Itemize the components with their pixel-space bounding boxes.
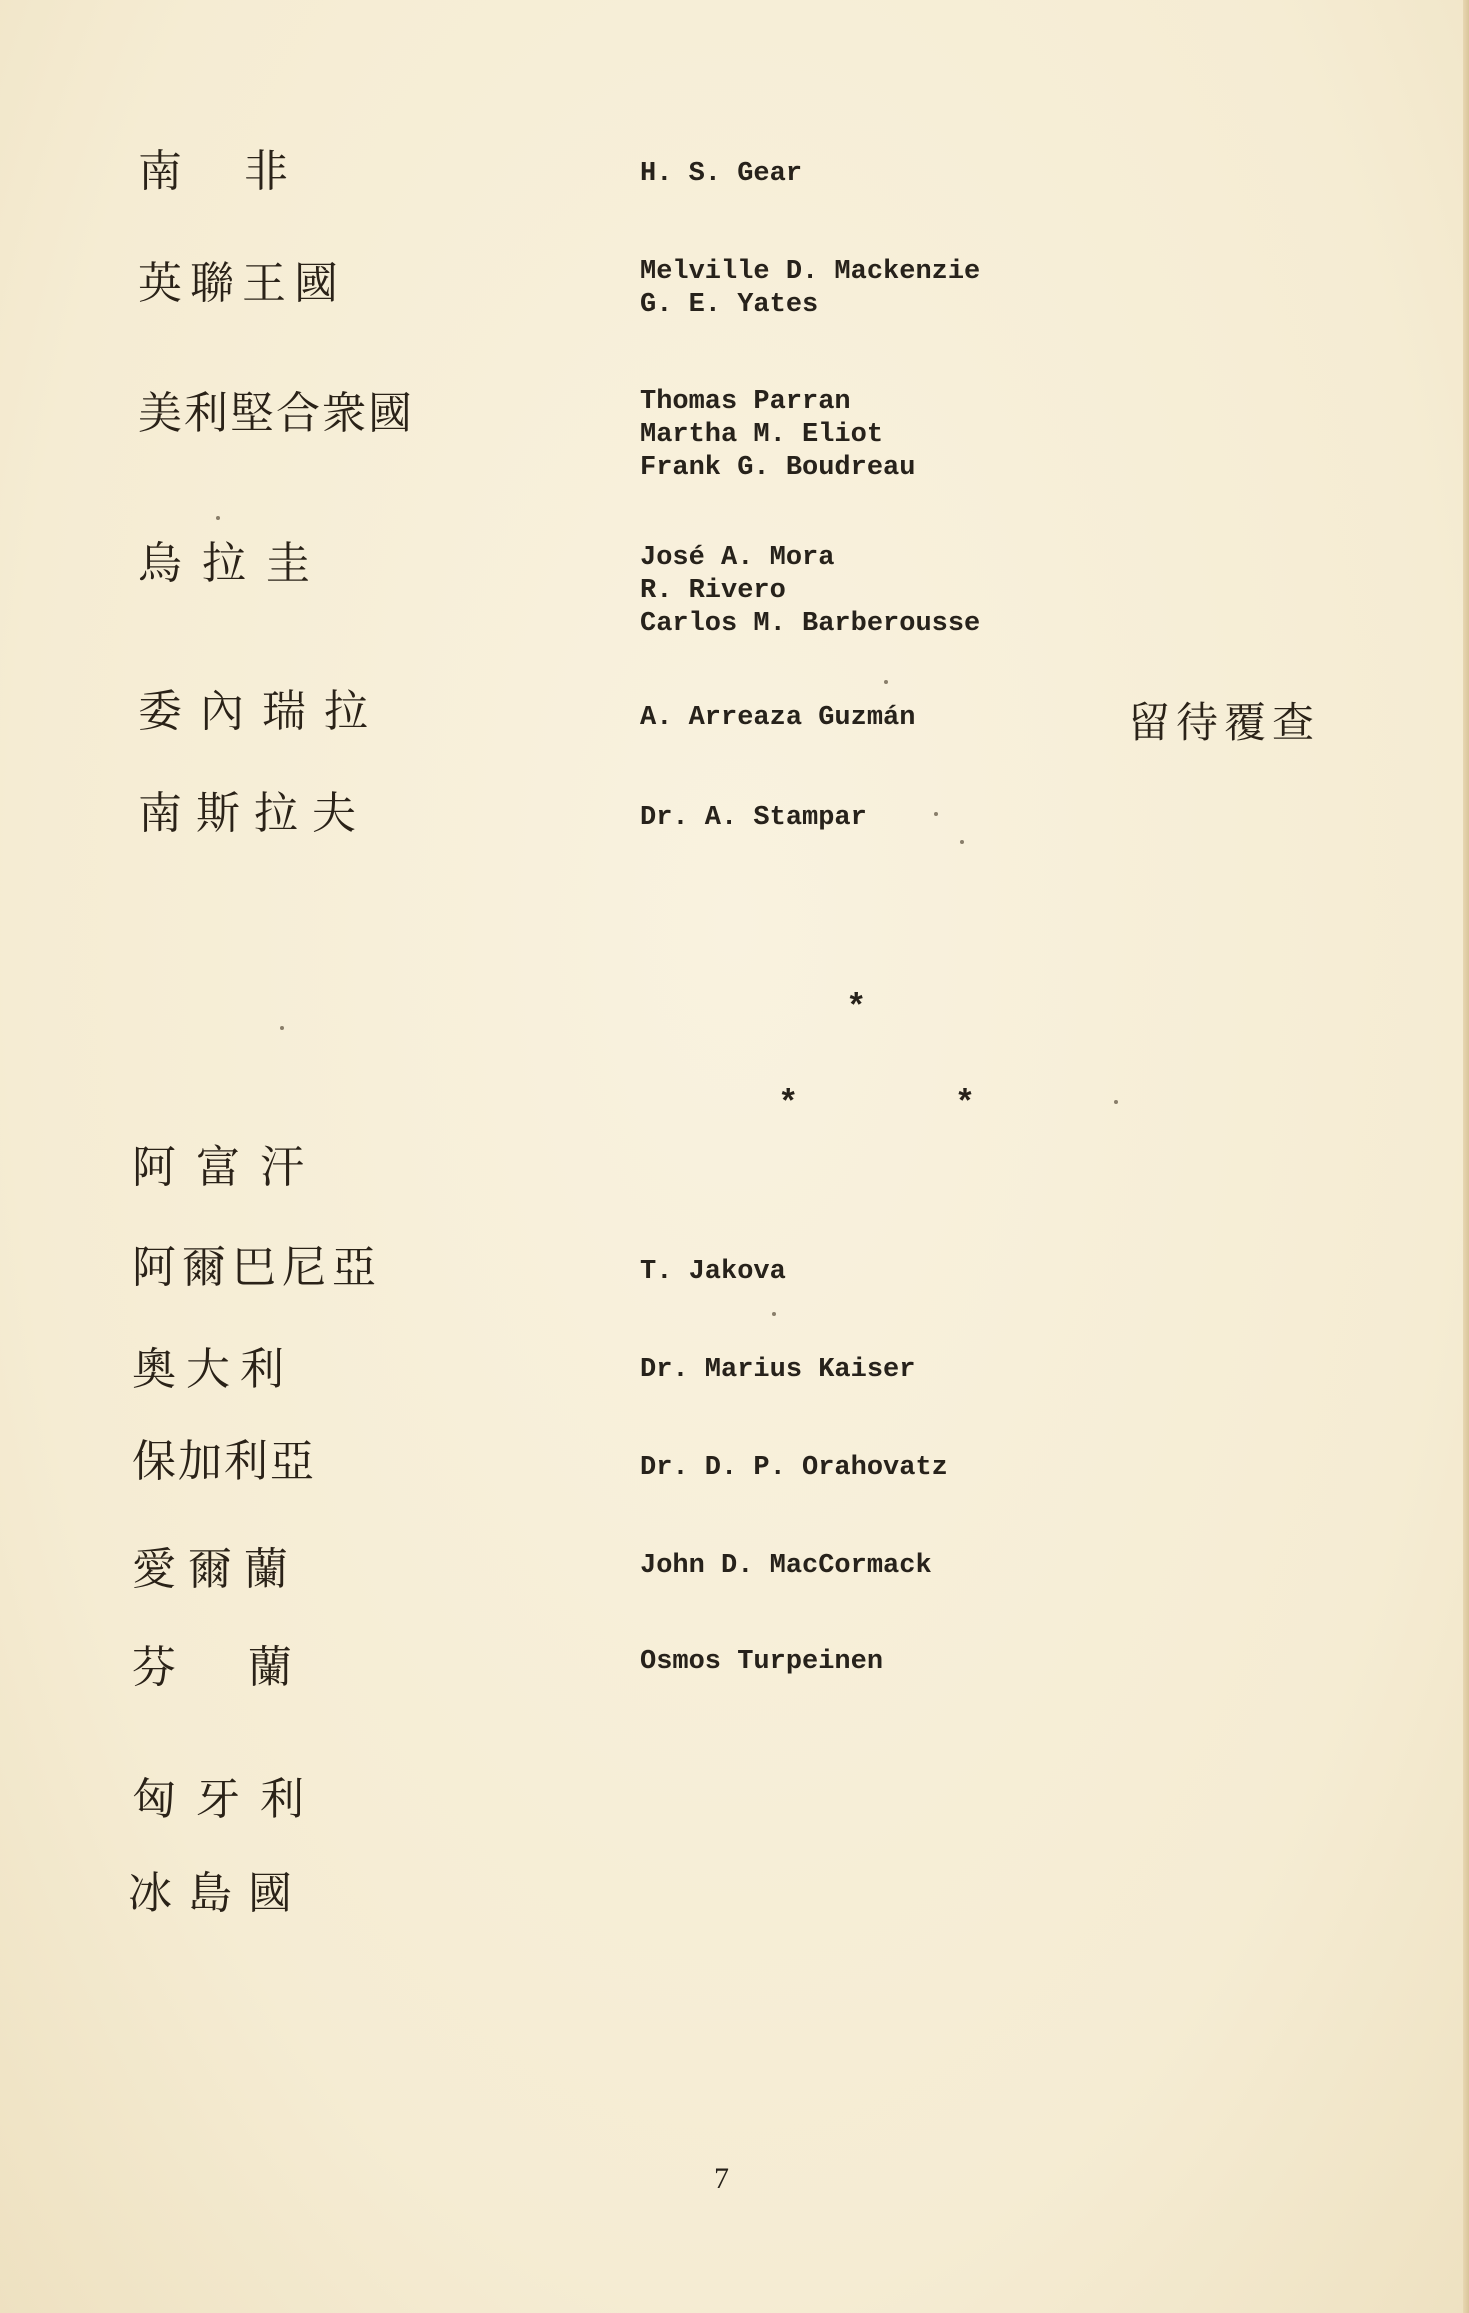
delegate-name: Martha M. Eliot	[640, 420, 884, 450]
country-name: 奧大利	[132, 1344, 294, 1395]
delegate-list	[640, 386, 915, 485]
delegate-list	[640, 542, 980, 641]
delegate-list	[640, 1452, 948, 1485]
paper-speck	[216, 516, 220, 520]
delegate-name: Osmos Turpeinen	[640, 1647, 884, 1677]
paper-speck	[772, 1312, 776, 1316]
separator-asterisk: *	[846, 990, 867, 1028]
country-name: 保加利亞	[132, 1436, 316, 1487]
country-name: 冰島國	[128, 1868, 308, 1919]
delegate-name: Dr. D. P. Orahovatz	[640, 1453, 948, 1483]
delegate-name: G. E. Yates	[640, 290, 819, 320]
country-name: 芬蘭	[132, 1642, 364, 1693]
paper-speck	[934, 812, 938, 816]
delegate-name: T. Jakova	[640, 1257, 786, 1287]
delegate-list	[640, 1646, 883, 1679]
delegate-list	[640, 1354, 915, 1387]
delegate-name: Dr. Marius Kaiser	[640, 1355, 916, 1385]
delegate-name: John D. MacCormack	[640, 1551, 932, 1581]
delegate-name: H. S. Gear	[640, 159, 803, 189]
country-name: 阿爾巴尼亞	[132, 1242, 382, 1293]
paper-speck	[960, 840, 964, 844]
delegate-list	[640, 802, 867, 835]
country-name: 愛爾蘭	[132, 1544, 300, 1595]
country-name: 南斯拉夫	[138, 788, 370, 839]
country-name: 英聯王國	[138, 258, 346, 309]
delegate-list	[640, 1550, 932, 1583]
handwritten-note: 留待覆查	[1128, 698, 1321, 747]
country-name: 烏拉圭	[138, 538, 330, 589]
delegate-name: José A. Mora	[640, 543, 835, 573]
page-edge	[1463, 0, 1469, 2313]
delegate-name: A. Arreaza Guzmán	[640, 703, 916, 733]
paper-speck	[1114, 1100, 1118, 1104]
delegate-list	[640, 1256, 786, 1289]
delegate-list	[640, 158, 802, 191]
paper-speck	[280, 1026, 284, 1030]
page-number: 7	[714, 2162, 729, 2195]
delegate-name: Dr. A. Stampar	[640, 803, 867, 833]
country-name: 委內瑞拉	[138, 686, 386, 737]
country-name: 南非	[138, 146, 350, 197]
delegate-name: Frank G. Boudreau	[640, 453, 916, 483]
delegate-name: Carlos M. Barberousse	[640, 609, 981, 639]
country-name: 匈牙利	[132, 1774, 324, 1825]
delegate-name: Melville D. Mackenzie	[640, 257, 981, 287]
separator-asterisks: * *	[778, 1086, 1044, 1124]
delegate-name: Thomas Parran	[640, 387, 851, 417]
country-name: 阿富汗	[132, 1142, 324, 1193]
paper-speck	[884, 680, 888, 684]
delegate-list	[640, 256, 980, 322]
delegate-list	[640, 702, 915, 735]
delegate-name: R. Rivero	[640, 576, 786, 606]
country-name: 美利堅合衆國	[138, 388, 414, 439]
